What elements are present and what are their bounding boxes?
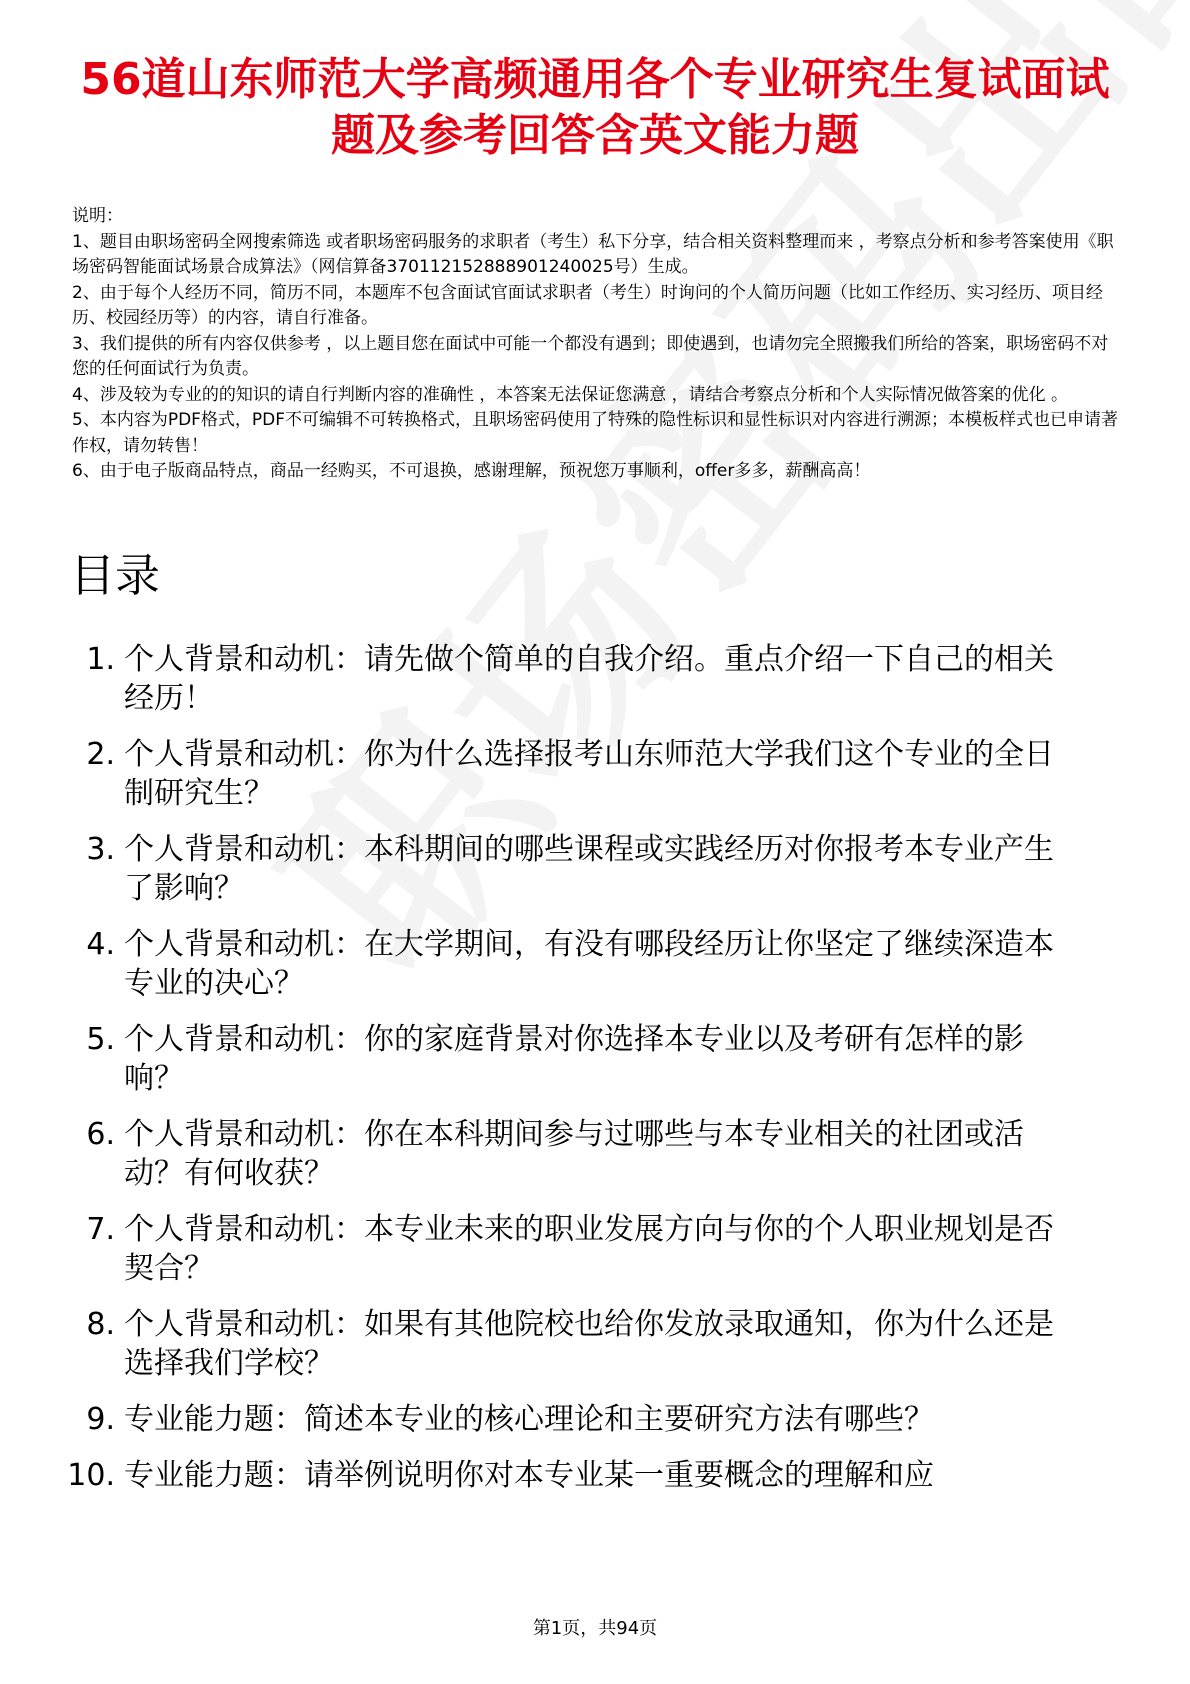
toc-item[interactable]: [70, 735, 1070, 813]
toc-item-text: 专业能力题：简述本专业的核心理论和主要研究方法有哪些？: [124, 1402, 934, 1437]
toc-item[interactable]: [70, 1115, 1070, 1193]
toc-item[interactable]: [70, 1400, 1070, 1439]
toc-item[interactable]: [70, 1305, 1070, 1383]
toc-item[interactable]: [70, 830, 1070, 908]
toc-item-number: 10.: [67, 1458, 115, 1493]
toc-item[interactable]: [67, 1456, 1070, 1495]
toc-item-number: 4.: [86, 927, 115, 962]
toc-item-text: 个人背景和动机：你在本科期间参与过哪些与本专业相关的社团或活动？有何收获？: [124, 1117, 1024, 1191]
notes-heading: 说明：: [72, 206, 123, 226]
page-footer: 第1页，共94页: [532, 1618, 658, 1639]
note-item-1: 1、题目由职场密码全网搜索筛选 或者职场密码服务的求职者（考生）私下分享，结合相关资料整理而来 ，考察点分析和参考答案使用《职场密码智能面试场景合成算法》（网信算备370112152888901240025号）生成。: [72, 231, 1114, 277]
toc-item-number: 7.: [86, 1212, 115, 1247]
toc-item[interactable]: [70, 640, 1070, 718]
toc-item-number: 2.: [86, 737, 115, 772]
note-item-4: 4、涉及较为专业的的知识的请自行判断内容的准确性 ，本答案无法保证您满意 ，请结合考察点分析和个人实际情况做答案的优化 。: [72, 384, 1069, 405]
toc-heading: 目录: [70, 549, 161, 602]
toc-item-text: 个人背景和动机：请先做个简单的自我介绍。重点介绍一下自己的相关经历！: [124, 642, 1054, 716]
note-item-6: 6、由于电子版商品特点，商品一经购买，不可退换，感谢理解，预祝您万事顺利，offer多多，薪酬高高！: [72, 461, 871, 481]
toc-item-number: 8.: [86, 1307, 115, 1342]
toc-item-text: 专业能力题：请举例说明你对本专业某一重要概念的理解和应: [124, 1458, 934, 1493]
page-title: 56道山东师范大学高频通用各个专业研究生复试面试题及参考回答含英文能力题: [80, 54, 1110, 161]
toc-list: [67, 640, 1070, 1512]
toc-item-number: 6.: [86, 1117, 115, 1152]
toc-item-number: 5.: [86, 1022, 115, 1057]
toc-item-number: 1.: [86, 642, 115, 677]
toc-item-text: 个人背景和动机：本专业未来的职业发展方向与你的个人职业规划是否契合？: [124, 1212, 1054, 1286]
toc-item-number: 9.: [86, 1402, 115, 1437]
toc-item[interactable]: [70, 1020, 1070, 1098]
toc-item-text: 个人背景和动机：如果有其他院校也给你发放录取通知，你为什么还是选择我们学校？: [124, 1307, 1054, 1381]
notes-section: [72, 204, 1122, 485]
toc-item[interactable]: [70, 1210, 1070, 1288]
toc-item-number: 3.: [86, 832, 115, 867]
note-item-2: 2、由于每个人经历不同，简历不同，本题库不包含面试官面试求职者（考生）时询问的个人简历问题（比如工作经历、实习经历、项目经历、校园经历等）的内容，请自行准备。: [72, 282, 1103, 328]
toc-item-text: 个人背景和动机：在大学期间，有没有哪段经历让你坚定了继续深造本专业的决心？: [124, 927, 1054, 1001]
note-item-3: 3、我们提供的所有内容仅供参考 ，以上题目您在面试中可能一个都没有遇到；即使遇到，也请勿完全照搬我们所给的答案，职场密码不对您的任何面试行为负责。: [72, 333, 1109, 379]
toc-item-text: 个人背景和动机：你的家庭背景对你选择本专业以及考研有怎样的影响？: [124, 1022, 1024, 1096]
toc-item-text: 个人背景和动机：你为什么选择报考山东师范大学我们这个专业的全日制研究生？: [124, 737, 1054, 811]
note-item-5: 5、本内容为PDF格式，PDF不可编辑不可转换格式，且职场密码使用了特殊的隐性标识和显性标识对内容进行溯源；本模板样式也已申请著作权，请勿转售！: [72, 410, 1119, 456]
toc-item-text: 个人背景和动机：本科期间的哪些课程或实践经历对你报考本专业产生了影响？: [124, 832, 1054, 906]
toc-item[interactable]: [70, 925, 1070, 1003]
